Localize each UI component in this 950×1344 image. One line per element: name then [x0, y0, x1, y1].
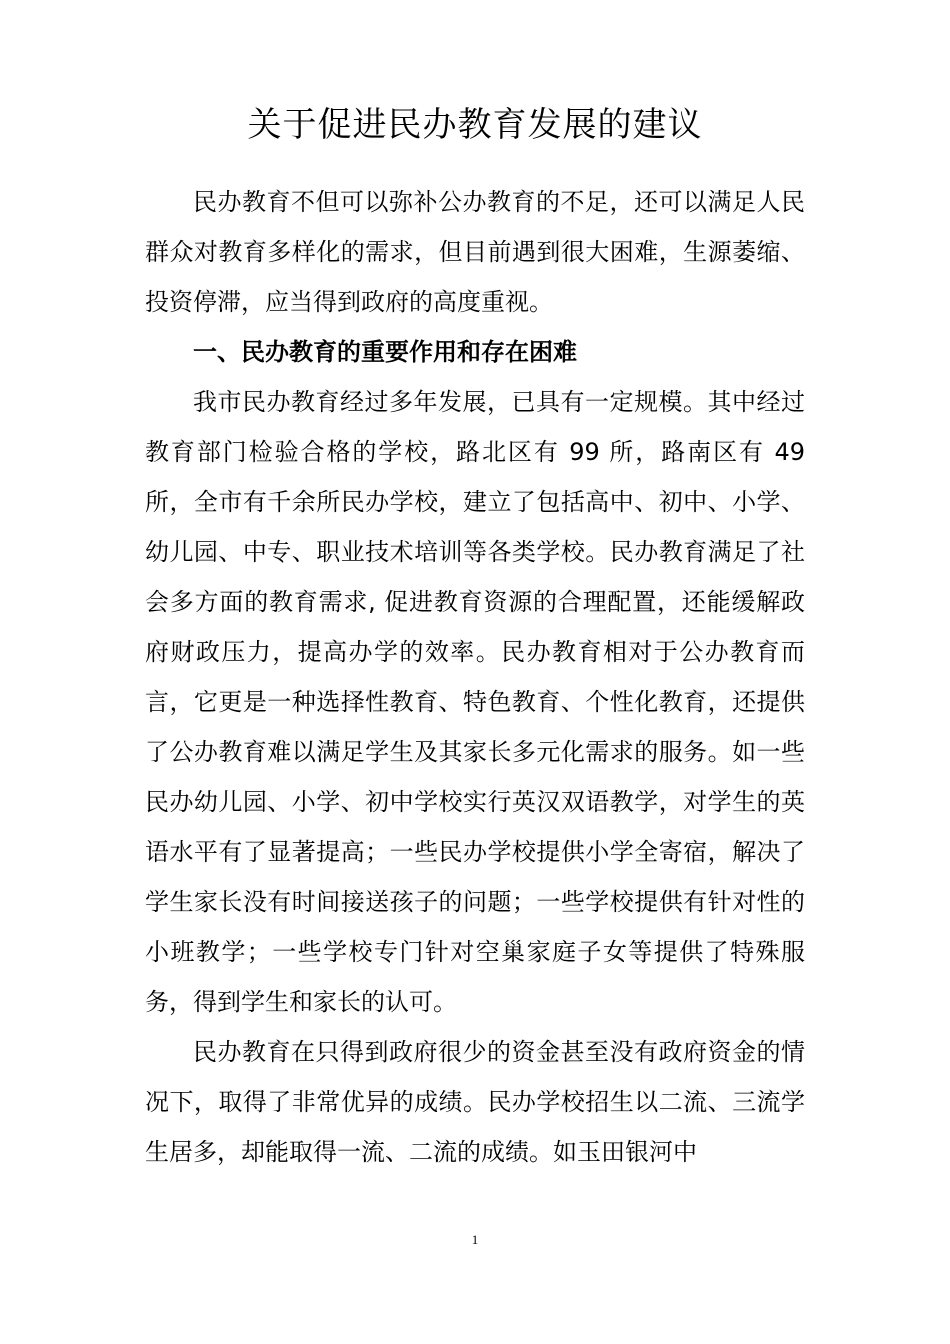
paragraph-intro: 民办教育不但可以弥补公办教育的不足，还可以满足人民群众对教育多样化的需求，但目前遇到很大困难，生源萎缩、投资停滞，应当得到政府的高度重视。: [145, 188, 805, 316]
document-title: 关于促进民办教育发展的建议: [247, 105, 703, 145]
paragraph-3: 民办教育在只得到政府很少的资金甚至没有政府资金的情况下，取得了非常优异的成绩。民办学校招生以二流、三流学生居多，却能取得一流、二流的成绩。如玉田银河中: [145, 1038, 805, 1166]
paragraph-2: 我市民办教育经过多年发展，已具有一定规模。其中经过教育部门检验合格的学校，路北区有 99 所，路南区有 49 所，全市有千余所民办学校，建立了包括高中、初中、小学、幼儿园、中专、职业技术培训等各类学校。民办教育满足了社会多方面的教育需求, 促进教育资源的合理配置，还能缓解政府财政压力，提高办学的效率。民办教育相对于公办教育而言，它更是一种选择性教育、特色教育、个性化教育，还提供了公办教育难以满足学生及其家长多元化需求的服务。如一些民办幼儿园、小学、初中学校实行英汉双语教学，对学生的英语水平有了显著提高；一些民办学校提供小学全寄宿，解决了学生家长没有时间接送孩子的问题；一些学校提供有针对性的小班教学；一些学校专门针对空巢家庭子女等提供了特殊服务，得到学生和家长的认可。: [145, 388, 805, 1016]
document-body: [145, 177, 805, 1177]
section-heading: 一、民办教育的重要作用和存在困难: [193, 338, 577, 366]
page-number: 1: [471, 1232, 479, 1247]
